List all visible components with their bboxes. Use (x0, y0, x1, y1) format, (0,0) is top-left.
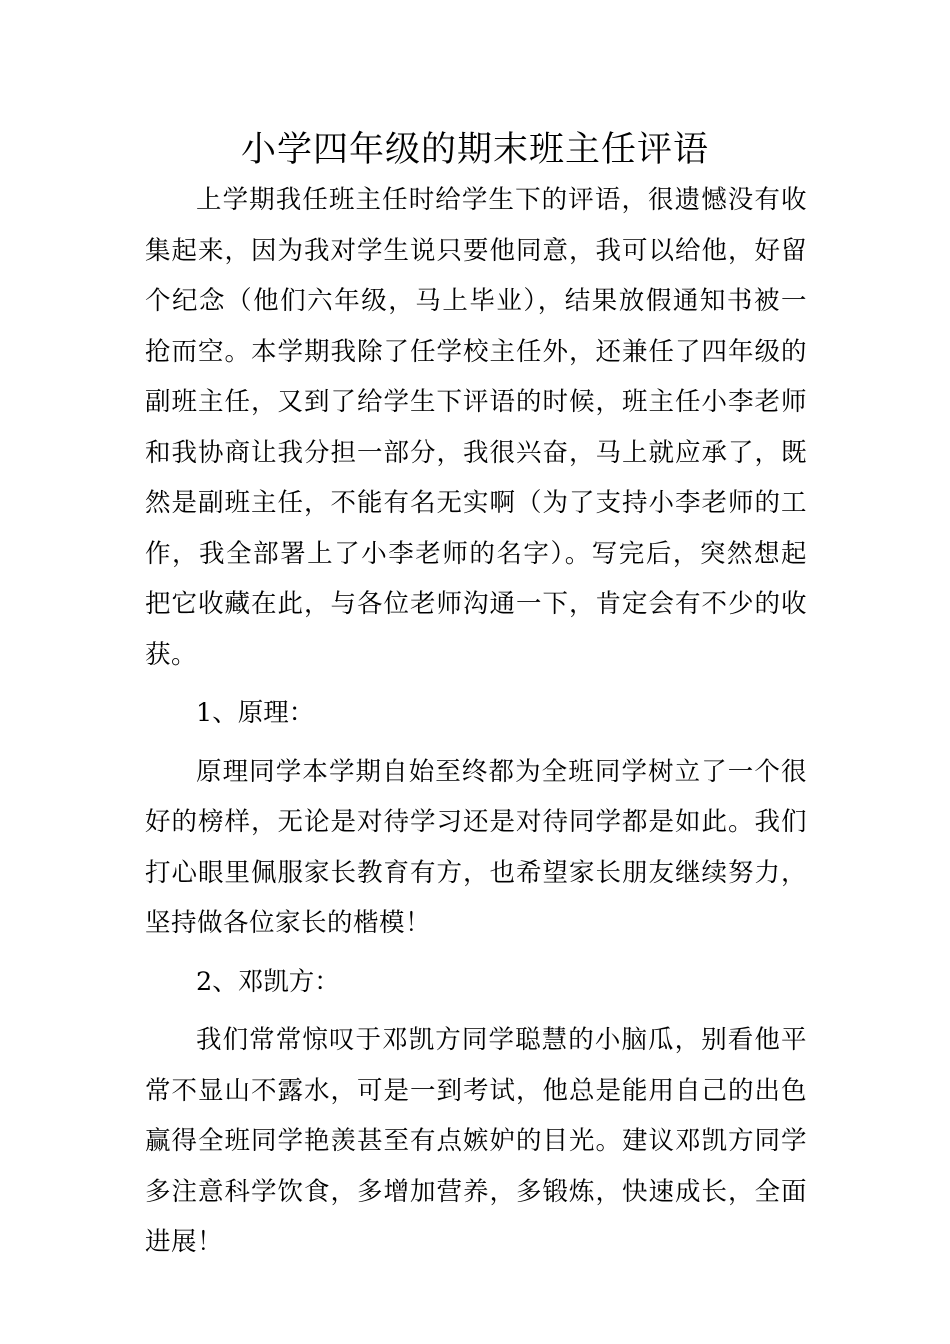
section-heading-1: 1、原理： (196, 698, 315, 728)
paragraph-gap (145, 680, 807, 688)
paragraph-gap (145, 739, 807, 747)
section-text-1: 原理同学本学期自始至终都为全班同学树立了一个很好的榜样，无论是对待学习还是对待同学都是如此。我们打心眼里佩服家长教育有方，也希望家长朋友继续努力，坚持做各位家长的楷模！ (145, 756, 807, 938)
document-body (145, 175, 807, 1268)
paragraph-gap (145, 949, 807, 957)
paragraph-gap (145, 1007, 807, 1015)
document-title: 小学四年级的期末班主任评语 (240, 130, 709, 170)
section-text-2: 我们常常惊叹于邓凯方同学聪慧的小脑瓜，别看他平常不显山不露水，可是一到考试，他总是能用自己的出色赢得全班同学艳羡甚至有点嫉妒的目光。建议邓凯方同学多注意科学饮食，多增加营养，多锻炼，快速成长，全面进展！ (145, 1025, 807, 1257)
section-heading-2: 2、邓凯方： (196, 966, 340, 997)
intro-paragraph: 上学期我任班主任时给学生下的评语，很遗憾没有收集起来，因为我对学生说只要他同意，我可以给他，好留个纪念（他们六年级，马上毕业），结果放假通知书被一抢而空。本学期我除了任学校主任外，还兼任了四年级的副班主任，又到了给学生下评语的时候，班主任小李老师和我协商让我分担一部分，我很兴奋，马上就应承了，既然是副班主任，不能有名无实啊（为了支持小李老师的工作，我全部署上了小李老师的名字）。写完后，突然想起把它收藏在此，与各位老师沟通一下，肯定会有不少的收获。 (145, 185, 807, 670)
